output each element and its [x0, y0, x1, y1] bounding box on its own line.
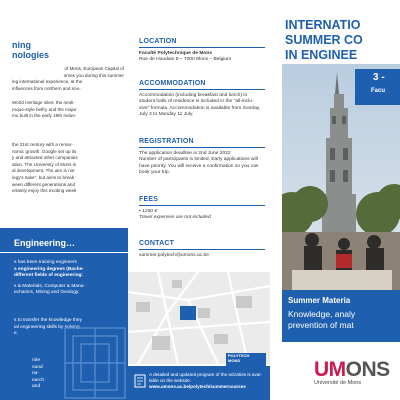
location-rule [139, 47, 265, 48]
accommodation-section [139, 80, 265, 118]
eng-line: s has been training engineers [14, 260, 77, 265]
left-title [12, 40, 49, 60]
contact-rule [139, 249, 265, 250]
left-para1-line: influences from northern and sou- [12, 85, 81, 91]
topic-title: Summer Materia [288, 296, 351, 305]
document-icon [134, 374, 146, 388]
left-para3-line: al development. The aim is not [12, 168, 75, 174]
registration-line: have priority. You will receive a confirmation so you can [139, 163, 259, 169]
fees-note: Travel expenses are not included [139, 215, 211, 221]
left-para3-line: y and attracted other companies [12, 155, 78, 161]
registration-section [139, 138, 265, 176]
left-para2-line: mu built in the early 19th Indus- [12, 113, 77, 119]
left-panel [0, 0, 128, 400]
topic-subtitle [288, 309, 355, 331]
bullet-icon: • [139, 209, 143, 214]
gear-graphic-icon [60, 318, 128, 400]
footer-line1: A detailed and updated program of the activities is avai- [149, 372, 262, 377]
contact-email[interactable]: summer.polytech@umons.ac.be [139, 253, 209, 258]
accommodation-line: Accommodation (including breakfast and lunch) in [139, 93, 248, 98]
footer-line2 [149, 378, 267, 390]
registration-text [139, 151, 265, 176]
location-heading: LOCATION [139, 38, 177, 45]
umons-logo [314, 358, 390, 386]
cover-title-line: INTERNATIO [285, 18, 361, 32]
left-title-line1: ning [12, 40, 31, 50]
accommodation-line: sive" formula. Accommodation is available from Sunday, [139, 105, 261, 111]
accommodation-heading: ACCOMMODATION [139, 80, 206, 87]
left-para3-line: logy's sake", but aims to break [12, 174, 74, 180]
program-url-link[interactable]: www.umons.ac.be/polytech/summercourses [149, 384, 246, 389]
eng-line: s to transfer the knowledge they [14, 318, 82, 323]
engineering-box [0, 228, 128, 400]
left-title-line2: nologies [12, 50, 50, 60]
eng-line: role [32, 358, 40, 363]
registration-deadline: The application deadline is 2nd June 2022 [139, 151, 231, 156]
location-line1: Faculté Polytechnique de Mons [139, 51, 213, 56]
contact-heading: CONTACT [139, 240, 175, 247]
eng-line: ial engineering skills by solving [14, 324, 80, 330]
registration-line: Number of participants is limited. Early applications will [139, 157, 258, 163]
date-badge [355, 69, 400, 105]
left-para1-line: of Mons, European Capital of [64, 66, 124, 71]
location-line2: Rue de Houdain 9 – 7000 Mons – Belgium [139, 57, 232, 63]
umons-subtitle: Université de Mons [314, 380, 362, 386]
left-para1 [12, 66, 124, 92]
accommodation-rule [139, 89, 265, 90]
engineering-rule [0, 252, 128, 253]
left-para2-line: roque-style belfry and the major [12, 106, 77, 112]
location-text [139, 51, 265, 64]
umons-wordmark-um: UM [314, 358, 346, 381]
left-para3-line: ertainly enjoy this exciting week [12, 188, 77, 194]
registration-rule [139, 147, 265, 148]
left-para3 [12, 142, 124, 195]
fees-amount-value: 1250 € [142, 209, 158, 214]
left-para3-line: the 21st century with a remar- [12, 142, 73, 147]
left-para3-line: ween different generations and [12, 181, 75, 187]
accommodation-line: student halls of residence is included in the "all-inclu- [139, 99, 254, 105]
right-panel [270, 0, 400, 400]
umons-wordmark [314, 358, 390, 382]
eng-line: echanics, Mining and Geology. [14, 290, 80, 295]
middle-panel [128, 0, 270, 400]
polytech-mons-logo [226, 353, 266, 366]
contact-section [139, 240, 265, 259]
cover-title-line: SUMMER CO [285, 33, 363, 47]
eng-line: and [32, 384, 41, 389]
date-venue: Facu [371, 88, 386, 94]
fees-heading: FEES [139, 196, 159, 203]
left-para2-line: World Heritage sites: the neoli- [12, 100, 75, 105]
registration-heading: REGISTRATION [139, 138, 194, 145]
accommodation-line: July 3 to Monday 11 July. [139, 111, 194, 117]
topic-line1: Knowledge, analy [288, 309, 356, 319]
fees-rule [139, 205, 265, 206]
left-para1-line: omes you during this summer [63, 72, 124, 78]
date-range: 3 - [373, 72, 385, 83]
cover-title-line: IN ENGINEE [285, 48, 358, 62]
left-para3-line: nomic growth: Google set up its [12, 148, 77, 154]
registration-line: book your trip. [139, 169, 170, 175]
eng-line: e. [14, 331, 19, 336]
eng-line: earch [32, 377, 44, 383]
polytech-logo-line2: MONS [228, 358, 240, 363]
footer-line2-text: lable on the website: [149, 378, 191, 383]
left-para2 [12, 100, 124, 120]
topic-band [282, 290, 400, 342]
eng-line: s & Materials, Computer & Mana- [14, 283, 85, 289]
eng-line: s engineering degrees (Bache- [14, 266, 84, 272]
polytech-logo-line1: POLYTECH [228, 353, 250, 358]
engineering-para3 [32, 358, 62, 391]
eng-line: ound [32, 364, 43, 370]
accommodation-text [139, 93, 265, 118]
topic-line2: prevention of mat [288, 320, 354, 330]
left-para1-line: ing international experience, at the [12, 79, 83, 85]
umons-wordmark-ons: ONS [345, 358, 390, 381]
eng-line: different fields of engineering: [14, 273, 84, 278]
cover-title [285, 18, 363, 63]
engineering-para1 [14, 260, 124, 297]
fees-section [139, 196, 265, 222]
left-para3-line: ation. The University of Mons is [12, 161, 76, 167]
eng-line: na- [32, 371, 39, 376]
fees-text [139, 209, 265, 222]
engineering-heading: Engineering… [14, 238, 76, 248]
footer-text [149, 372, 267, 390]
program-footer [128, 366, 270, 400]
campus-map [128, 272, 270, 364]
location-section [139, 38, 265, 64]
